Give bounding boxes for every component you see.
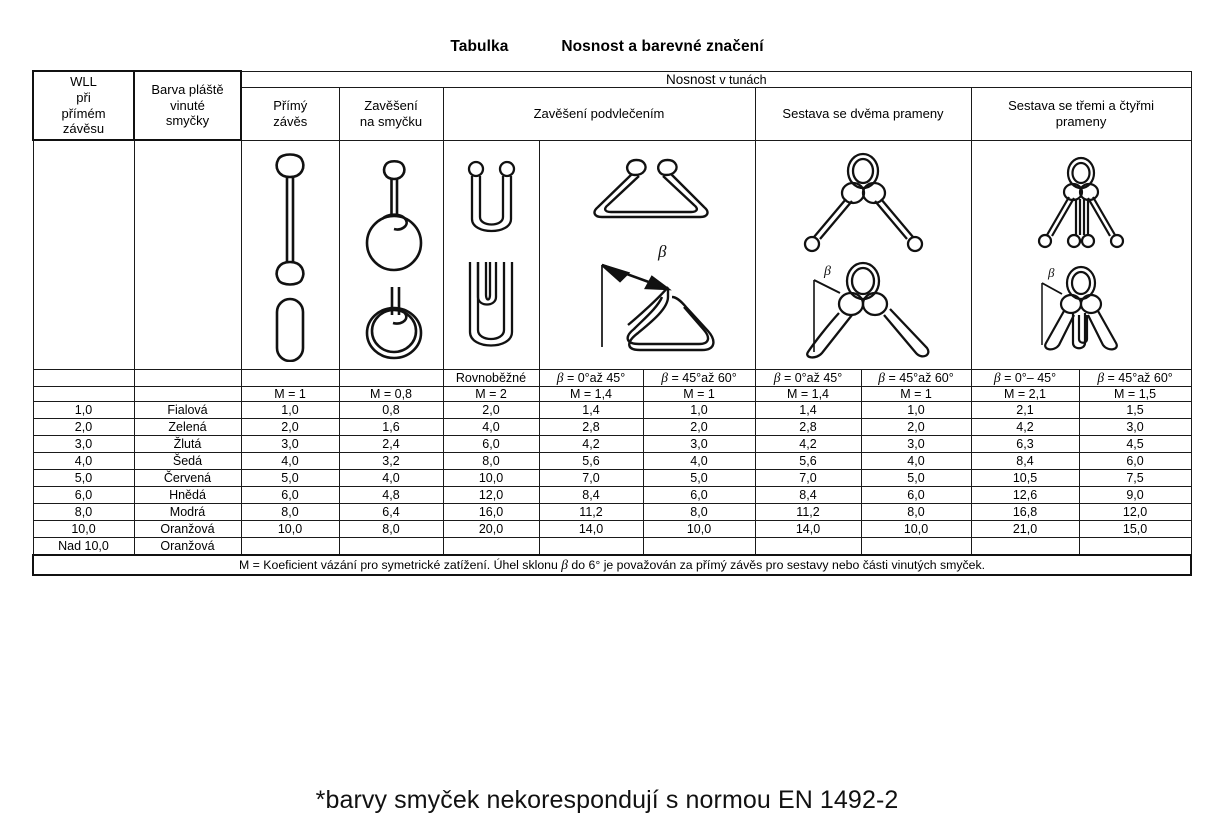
header-wll-line1: WLL [70, 73, 97, 89]
cell-value-3: 11,2 [539, 504, 643, 521]
cell-value-6: 5,0 [861, 470, 971, 487]
header-capacity-light: v tunách [719, 72, 767, 87]
cell-value-2: 4,0 [443, 419, 539, 436]
m-factor-7: M = 2,1 [971, 387, 1079, 402]
beta-header-3 [755, 370, 861, 387]
m-factor-1: M = 0,8 [339, 387, 443, 402]
beta-symbol-3: β [773, 370, 781, 385]
cell-value-1: 3,2 [339, 453, 443, 470]
beta-spacer-wll [33, 370, 134, 387]
cell-wll: 1,0 [33, 402, 134, 419]
cell-value-4: 10,0 [643, 521, 755, 538]
cell-color: Oranžová [134, 521, 241, 538]
cell-value-3: 1,4 [539, 402, 643, 419]
cell-value-0: 6,0 [241, 487, 339, 504]
header-capacity [241, 71, 1191, 87]
header-choked-line2: na smyčku [359, 113, 423, 129]
pictogram-multi-leg-assembly [971, 140, 1191, 370]
cell-value-1: 4,0 [339, 470, 443, 487]
cell-value-2: 2,0 [443, 402, 539, 419]
svg-text:β: β [823, 264, 831, 280]
pictogram-basket-parallel [443, 140, 539, 370]
cell-value-8: 1,5 [1079, 402, 1191, 419]
cell-value-1 [339, 538, 443, 556]
cell-value-2: 10,0 [443, 470, 539, 487]
cell-value-3: 8,4 [539, 487, 643, 504]
cell-value-0: 5,0 [241, 470, 339, 487]
title-label: Tabulka [450, 38, 509, 55]
cell-value-4: 2,0 [643, 419, 755, 436]
beta-header-4 [861, 370, 971, 387]
cell-value-7 [971, 538, 1079, 556]
m-factor-4: M = 1 [643, 387, 755, 402]
cell-value-1: 1,6 [339, 419, 443, 436]
cell-color: Fialová [134, 402, 241, 419]
cell-wll: 3,0 [33, 436, 134, 453]
cell-value-6: 6,0 [861, 487, 971, 504]
cell-value-0: 1,0 [241, 402, 339, 419]
beta-text-5: = 0°– 45° [1000, 371, 1057, 385]
beta-spacer-choked [339, 370, 443, 387]
footnote-pre: M = Koeficient vázání pro symetrické zatížení. Úhel sklonu [239, 558, 562, 572]
cell-value-6: 4,0 [861, 453, 971, 470]
cell-color: Žlutá [134, 436, 241, 453]
footnote [33, 555, 1191, 575]
cell-value-0: 3,0 [241, 436, 339, 453]
header-multi-leg [971, 87, 1191, 140]
beta-text-1: = 0°až 45° [563, 371, 626, 385]
beta-text-6: = 45°až 60° [1104, 371, 1173, 385]
table-row [33, 504, 1191, 521]
cell-value-4: 8,0 [643, 504, 755, 521]
pictogram-two-leg-assembly [755, 140, 971, 370]
cell-value-2: 20,0 [443, 521, 539, 538]
header-color-line1: Barva pláště [151, 81, 224, 97]
cell-value-5 [755, 538, 861, 556]
cell-value-7: 10,5 [971, 470, 1079, 487]
m-factor-2: M = 2 [443, 387, 539, 402]
header-row-top [33, 71, 1191, 87]
beta-spacer-color [134, 370, 241, 387]
header-row-m-factor [33, 387, 1191, 402]
beta-header-2 [643, 370, 755, 387]
cell-value-3: 5,6 [539, 453, 643, 470]
cell-value-4: 4,0 [643, 453, 755, 470]
header-capacity-bold: Nosnost [666, 71, 716, 87]
beta-text-3: = 0°až 45° [780, 371, 843, 385]
beta-header-5 [971, 370, 1079, 387]
cell-value-8: 4,5 [1079, 436, 1191, 453]
header-basket-hitch: Zavěšení podvlečením [443, 87, 755, 140]
cell-value-7: 12,6 [971, 487, 1079, 504]
table-row [33, 436, 1191, 453]
cell-value-2: 12,0 [443, 487, 539, 504]
footnote-row [33, 555, 1191, 575]
footer-caption: *barvy smyček nekorespondují s normou EN 1492-2 [315, 786, 899, 814]
cell-value-6: 1,0 [861, 402, 971, 419]
m-factor-3: M = 1,4 [539, 387, 643, 402]
cell-color: Zelená [134, 419, 241, 436]
cell-value-3: 14,0 [539, 521, 643, 538]
cell-wll: 10,0 [33, 521, 134, 538]
cell-value-8: 7,5 [1079, 470, 1191, 487]
m-factor-0: M = 1 [241, 387, 339, 402]
header-choked-hitch [339, 87, 443, 140]
beta-text-4: = 45°až 60° [885, 371, 954, 385]
cell-value-2 [443, 538, 539, 556]
cell-value-0: 2,0 [241, 419, 339, 436]
header-two-leg: Sestava se dvěma prameny [755, 87, 971, 140]
cell-value-3: 7,0 [539, 470, 643, 487]
table-row [33, 419, 1191, 436]
header-wll-line4: závěsu [62, 121, 105, 137]
cell-value-2: 6,0 [443, 436, 539, 453]
cell-value-2: 16,0 [443, 504, 539, 521]
cell-value-4 [643, 538, 755, 556]
cell-value-2: 8,0 [443, 453, 539, 470]
cell-value-7: 2,1 [971, 402, 1079, 419]
header-color-line2: vinuté [170, 97, 205, 113]
cell-value-8 [1079, 538, 1191, 556]
capacity-table-container [32, 70, 1190, 777]
capacity-table [32, 70, 1192, 576]
beta-header-0 [443, 370, 539, 387]
cell-value-7: 16,8 [971, 504, 1079, 521]
beta-symbol-1: β [556, 370, 564, 385]
beta-symbol-6: β [1097, 370, 1105, 385]
pictogram-basket-angled [539, 140, 755, 370]
cell-value-1: 2,4 [339, 436, 443, 453]
beta-symbol-2: β [661, 370, 668, 385]
cell-value-8: 9,0 [1079, 487, 1191, 504]
footnote-beta-symbol: β [561, 557, 569, 572]
cell-wll: 5,0 [33, 470, 134, 487]
table-row [33, 453, 1191, 470]
cell-wll: 6,0 [33, 487, 134, 504]
pictogram-row [33, 140, 1191, 370]
cell-value-1: 8,0 [339, 521, 443, 538]
cell-value-5: 8,4 [755, 487, 861, 504]
header-direct-hitch [241, 87, 339, 140]
cell-value-0: 4,0 [241, 453, 339, 470]
cell-value-7: 8,4 [971, 453, 1079, 470]
svg-text:β: β [1047, 265, 1055, 281]
table-row [33, 521, 1191, 538]
cell-value-1: 4,8 [339, 487, 443, 504]
header-color-line3: smyčky [165, 113, 210, 129]
cell-wll: 4,0 [33, 453, 134, 470]
cell-value-5: 7,0 [755, 470, 861, 487]
cell-value-7: 4,2 [971, 419, 1079, 436]
title-text: Nosnost a barevné značení [561, 38, 764, 55]
cell-wll: 2,0 [33, 419, 134, 436]
pictogram-direct-hitch [241, 140, 339, 370]
cell-value-5: 11,2 [755, 504, 861, 521]
m-spacer-wll [33, 387, 134, 402]
header-wll-line3: přímém [61, 105, 106, 121]
cell-value-4: 6,0 [643, 487, 755, 504]
cell-value-0: 8,0 [241, 504, 339, 521]
table-row [33, 402, 1191, 419]
beta-header-6 [1079, 370, 1191, 387]
header-sleeve-color [134, 71, 241, 140]
cell-value-6: 3,0 [861, 436, 971, 453]
cell-value-0: 10,0 [241, 521, 339, 538]
header-direct-line1: Přímý [273, 97, 308, 113]
cell-value-6: 2,0 [861, 419, 971, 436]
cell-value-5: 4,2 [755, 436, 861, 453]
table-row [33, 470, 1191, 487]
cell-value-4: 3,0 [643, 436, 755, 453]
footnote-post: do 6° je považován za přímý závěs pro sestavy nebo části vinutých smyček. [568, 558, 986, 572]
pictogram-spacer-wll [33, 140, 134, 370]
cell-value-0 [241, 538, 339, 556]
beta-text-2: = 45°až 60° [668, 371, 737, 385]
header-direct-line2: závěs [273, 113, 308, 129]
cell-value-8: 15,0 [1079, 521, 1191, 538]
cell-value-7: 21,0 [971, 521, 1079, 538]
cell-value-8: 12,0 [1079, 504, 1191, 521]
cell-value-7: 6,3 [971, 436, 1079, 453]
cell-color: Červená [134, 470, 241, 487]
cell-value-3: 4,2 [539, 436, 643, 453]
m-factor-6: M = 1 [861, 387, 971, 402]
cell-value-3 [539, 538, 643, 556]
header-multi-leg-line1: Sestava se třemi a čtyřmi [1008, 97, 1155, 113]
header-wll [33, 71, 134, 140]
header-wll-line2: při [76, 89, 91, 105]
m-spacer-color [134, 387, 241, 402]
beta-spacer-direct [241, 370, 339, 387]
beta-symbol-label: β [657, 242, 666, 262]
cell-color: Modrá [134, 504, 241, 521]
header-row-beta [33, 370, 1191, 387]
cell-value-8: 6,0 [1079, 453, 1191, 470]
cell-wll: Nad 10,0 [33, 538, 134, 556]
cell-value-5: 14,0 [755, 521, 861, 538]
cell-color: Oranžová [134, 538, 241, 556]
cell-value-5: 2,8 [755, 419, 861, 436]
table-row [33, 538, 1191, 556]
cell-value-1: 0,8 [339, 402, 443, 419]
page-title [0, 38, 1214, 56]
beta-symbol-4: β [878, 370, 885, 385]
cell-value-5: 1,4 [755, 402, 861, 419]
cell-value-8: 3,0 [1079, 419, 1191, 436]
cell-color: Hnědá [134, 487, 241, 504]
beta-text-0: Rovnoběžné [455, 371, 527, 385]
cell-value-4: 1,0 [643, 402, 755, 419]
cell-color: Šedá [134, 453, 241, 470]
pictogram-spacer-color [134, 140, 241, 370]
cell-value-3: 2,8 [539, 419, 643, 436]
cell-value-4: 5,0 [643, 470, 755, 487]
table-row [33, 487, 1191, 504]
m-factor-5: M = 1,4 [755, 387, 861, 402]
beta-symbol-5: β [993, 370, 1001, 385]
cell-value-6: 8,0 [861, 504, 971, 521]
cell-wll: 8,0 [33, 504, 134, 521]
m-factor-8: M = 1,5 [1079, 387, 1191, 402]
cell-value-5: 5,6 [755, 453, 861, 470]
header-multi-leg-line2: prameny [1055, 113, 1107, 129]
cell-value-6 [861, 538, 971, 556]
beta-header-1 [539, 370, 643, 387]
pictogram-choked-hitch [339, 140, 443, 370]
cell-value-1: 6,4 [339, 504, 443, 521]
header-choked-line1: Zavěšení [364, 97, 418, 113]
cell-value-6: 10,0 [861, 521, 971, 538]
